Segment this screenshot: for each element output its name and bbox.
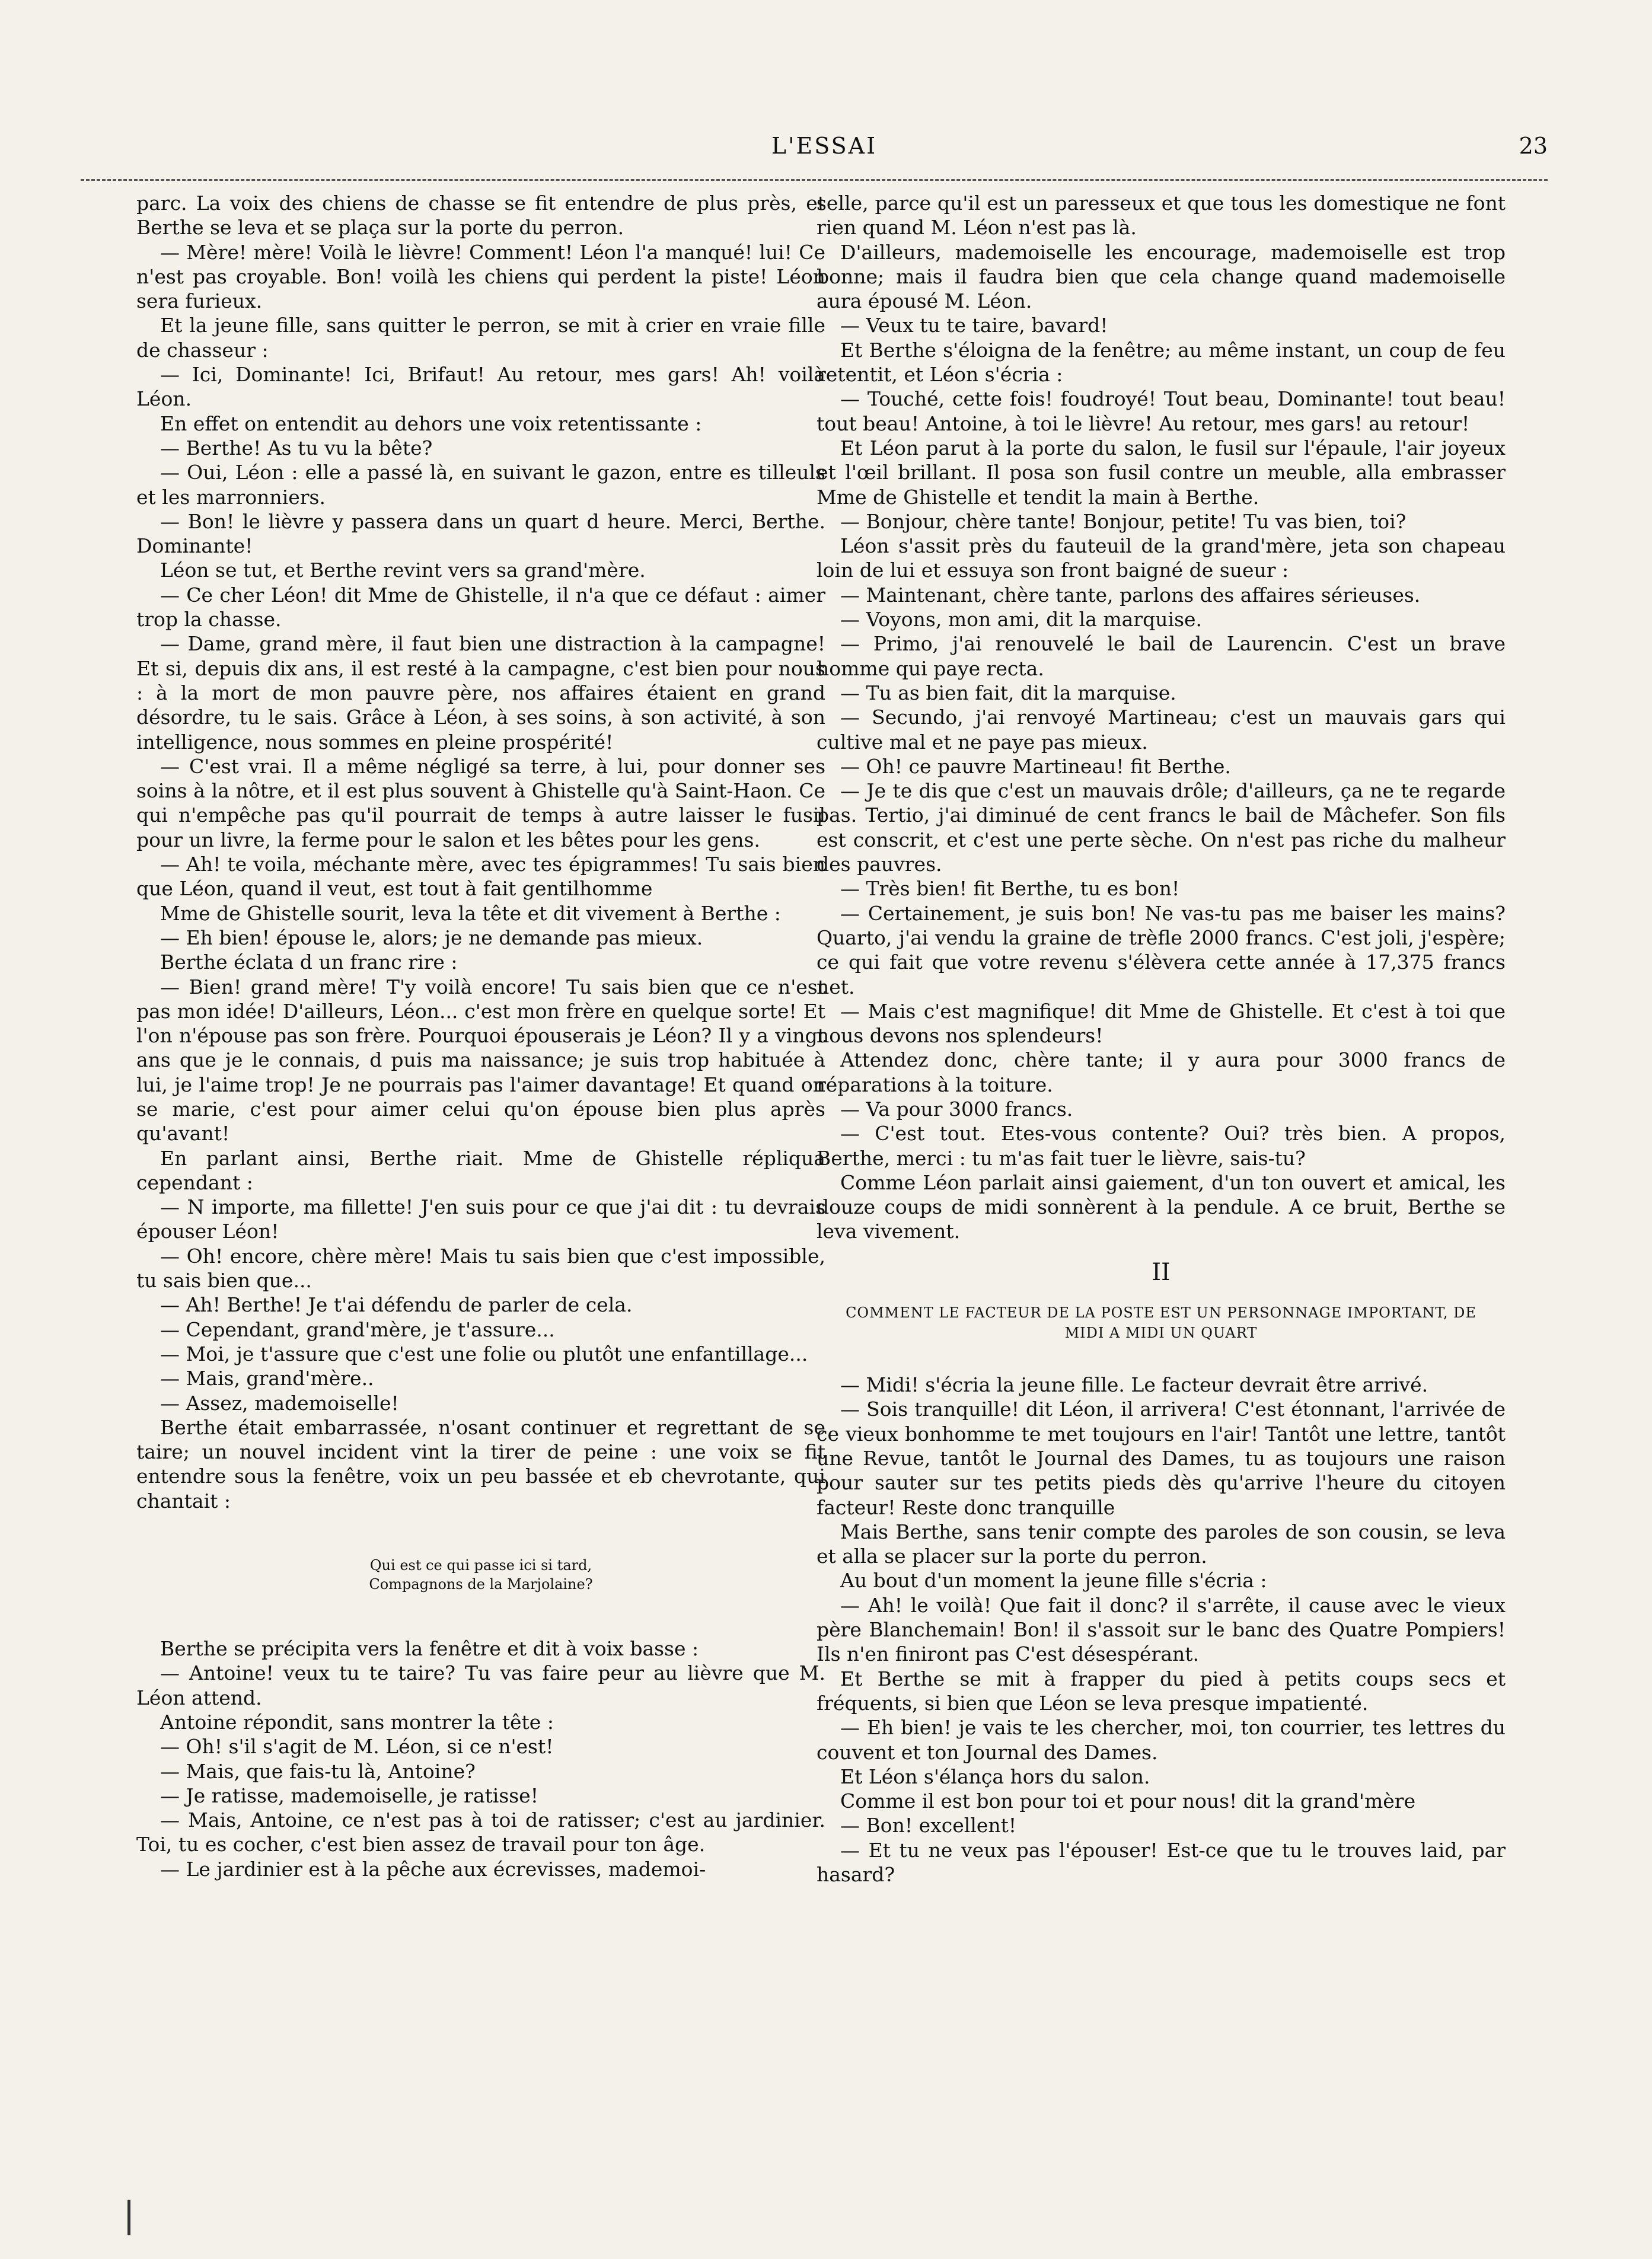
paragraph: — Oh! encore, chère mère! Mais tu sais bien que c'est impossible, tu sais bien que... (136, 1244, 825, 1293)
paragraph: — Ah! te voila, méchante mère, avec tes épigrammes! Tu sais bien que Léon, quand il veut, est tout à fait gentilhomme (136, 853, 825, 901)
paragraph: — C'est vrai. Il a même négligé sa terre, à lui, pour donner ses soins à la nôtre, et il est plus souvent à Ghistelle qu'à Saint-Haon. Ce qui n'empêche pas qu'il pourrait de temps à autre laisser le fusil pour un livre, la ferme pour le salon et les bêtes pour les gens. (136, 754, 825, 851)
paragraph: — C'est tout. Etes-vous contente? Oui? très bien. A propos, Berthe, merci : tu m'as fait tuer le lièvre, sais-tu? (817, 1122, 1506, 1170)
paragraph: En effet on entendit au dehors une voix retentissante : (160, 411, 702, 435)
paragraph: — Veux tu te taire, bavard! (840, 314, 1108, 337)
paragraph: — Primo, j'ai renouvelé le bail de Laurencin. C'est un brave homme qui paye recta. (817, 632, 1506, 680)
paragraph: — Mais, que fais-tu là, Antoine? (160, 1759, 476, 1783)
paragraph: Antoine répondit, sans montrer la tête : (160, 1710, 554, 1734)
paragraph: Et Léon parut à la porte du salon, le fusil sur l'épaule, l'air joyeux et l'œil brillant. Il posa son fusil contre un meuble, alla embrasser Mme de Ghistelle et tendit la main à Berthe. (817, 436, 1506, 509)
paragraph: Comme il est bon pour toi et pour nous! dit la grand'mère (840, 1789, 1416, 1813)
paragraph: — Eh bien! je vais te les chercher, moi, ton courrier, tes lettres du couvent et ton Journal des Dames. (817, 1716, 1506, 1764)
paragraph: Mme de Ghistelle sourit, leva la tête et dit vivement à Berthe : (160, 901, 781, 925)
paragraph: — Ici, Dominante! Ici, Brifaut! Au retour, mes gars! Ah! voilà Léon. (136, 363, 825, 411)
paragraph: — Moi, je t'assure que c'est une folie ou plutôt une enfantillage... (160, 1342, 808, 1365)
paragraph: — N importe, ma fillette! J'en suis pour ce que j'ai dit : tu devrais épouser Léon! (136, 1195, 825, 1243)
paragraph: Berthe éclata d un franc rire : (160, 950, 458, 974)
margin-mark (127, 2200, 130, 2235)
running-header-title: L'ESSAI (771, 133, 878, 159)
section-number: II (1152, 1258, 1171, 1286)
song-verse (136, 1556, 825, 1594)
paragraph: — Oh! ce pauvre Martineau! fit Berthe. (840, 754, 1231, 778)
section-title: COMMENT LE FACTEUR DE LA POSTE EST UN PERSONNAGE IMPORTANT, DE MIDI A MIDI UN QUART (846, 1304, 1476, 1342)
paragraph: — Cependant, grand'mère, je t'assure... (160, 1317, 555, 1341)
paragraph: — Bon! le lièvre y passera dans un quart d heure. Merci, Berthe. Dominante! (136, 509, 825, 558)
verse-line: Compagnons de la Marjolaine? (369, 1576, 593, 1593)
paragraph: selle, parce qu'il est un paresseux et que tous les domestique ne font rien quand M. Léon n'est pas là. (817, 192, 1506, 240)
paragraph: Et Léon s'élança hors du salon. (840, 1765, 1150, 1788)
paragraph: — Dame, grand mère, il faut bien une distraction à la campagne! Et si, depuis dix ans, il est resté à la campagne, c'est bien pour nous : à la mort de mon pauvre père, nos affaires étaient en grand désordre, tu le sais. Grâce à Léon, à ses soins, à son activité, à son intelligence, nous sommes en pleine prospérité! (136, 632, 825, 754)
paragraph: D'ailleurs, mademoiselle les encourage, mademoiselle est trop bonne; mais il faudra bien que cela change quand mademoiselle aura épousé M. Léon. (817, 240, 1506, 313)
paragraph: — Je te dis que c'est un mauvais drôle; d'ailleurs, ça ne te regarde pas. Tertio, j'ai diminué de cent francs le bail de Mâchefer. Son fils est conscrit, et c'est une perte sèche. On n'est pas riche du malheur des pauvres. (817, 779, 1506, 876)
paragraph: — Bonjour, chère tante! Bonjour, petite! Tu vas bien, toi? (840, 509, 1407, 533)
paragraph: — Tu as bien fait, dit la marquise. (840, 681, 1176, 704)
paragraph: — Maintenant, chère tante, parlons des affaires sérieuses. (840, 583, 1421, 607)
paragraph: — Voyons, mon ami, dit la marquise. (840, 608, 1203, 631)
paragraph: Berthe était embarrassée, n'osant continuer et regrettant de se taire; un nouvel incident vint la tirer de peine : une voix se fit entendre sous la fenêtre, voix un peu bassée et eb chevrotante, qui chantait : (136, 1415, 825, 1513)
paragraph: — Va pour 3000 francs. (840, 1097, 1073, 1121)
paragraph: Et Berthe s'éloigna de la fenêtre; au même instant, un coup de feu retentit, et Léon s'écria : (817, 338, 1506, 387)
header-rule (81, 179, 1548, 181)
paragraph: — Mais, Antoine, ce n'est pas à toi de ratisser; c'est au jardinier. Toi, tu es cocher, c'est bien assez de travail pour ton âge. (136, 1808, 825, 1856)
paragraph: — Eh bien! épouse le, alors; je ne demande pas mieux. (160, 926, 703, 949)
paragraph: — Secundo, j'ai renvoyé Martineau; c'est un mauvais gars qui cultive mal et ne paye pas mieux. (817, 706, 1506, 754)
paragraph: parc. La voix des chiens de chasse se fit entendre de plus près, et Berthe se leva et se plaça sur la porte du perron. (136, 192, 825, 240)
paragraph: — Assez, mademoiselle! (160, 1391, 399, 1415)
paragraph: Au bout d'un moment la jeune fille s'écria : (840, 1569, 1267, 1593)
paragraph: — Mais, grand'mère.. (160, 1367, 374, 1390)
paragraph: — Et tu ne veux pas l'épouser! Est-ce que tu le trouves laid, par hasard? (817, 1838, 1506, 1886)
paragraph: — Oh! s'il s'agit de M. Léon, si ce n'est! (160, 1735, 554, 1759)
verse-line: Qui est ce qui passe ici si tard, (369, 1557, 592, 1574)
paragraph: — Mais c'est magnifique! dit Mme de Ghistelle. Et c'est à toi que nous devons nos splendeurs! (817, 999, 1506, 1048)
paragraph: Attendez donc, chère tante; il y aura pour 3000 francs de réparations à la toiture. (817, 1048, 1506, 1096)
paragraph: — Midi! s'écria la jeune fille. Le facteur devrait être arrivé. (840, 1373, 1428, 1397)
paragraph: Berthe se précipita vers la fenêtre et dit à voix basse : (160, 1637, 699, 1661)
paragraph: — Ah! le voilà! Que fait il donc? il s'arrête, il cause avec le vieux père Blanchemain! Bon! il s'assoit sur le banc des Quatre Pompiers! Ils n'en finiront pas C'est désespérant. (817, 1593, 1506, 1666)
paragraph: Léon s'assit près du fauteuil de la grand'mère, jeta son chapeau loin de lui et essuya son front baigné de sueur : (817, 534, 1506, 582)
paragraph: — Ce cher Léon! dit Mme de Ghistelle, il n'a que ce défaut : aimer trop la chasse. (136, 583, 825, 631)
paragraph: En parlant ainsi, Berthe riait. Mme de Ghistelle répliqua cependant : (136, 1146, 825, 1194)
paragraph: — Oui, Léon : elle a passé là, en suivant le gazon, entre es tilleuls et les marronniers. (136, 461, 825, 509)
paragraph: Mais Berthe, sans tenir compte des paroles de son cousin, se leva et alla se placer sur la porte du perron. (817, 1520, 1506, 1568)
paragraph: Et la jeune fille, sans quitter le perron, se mit à crier en vraie fille de chasseur : (136, 314, 825, 362)
paragraph: — Touché, cette fois! foudroyé! Tout beau, Dominante! tout beau! tout beau! Antoine, à toi le lièvre! Au retour, mes gars! au retour! (817, 387, 1506, 435)
paragraph: Comme Léon parlait ainsi gaiement, d'un ton ouvert et amical, les douze coups de midi sonnèrent à la pendule. A ce bruit, Berthe se leva vivement. (817, 1170, 1506, 1243)
paragraph: — Berthe! As tu vu la bête? (160, 436, 433, 460)
paragraph: — Certainement, je suis bon! Ne vas-tu pas me baiser les mains? Quarto, j'ai vendu la graine de trèfle 2000 francs. C'est joli, j'espère; ce qui fait que votre revenu s'élèvera cette année à 17,375 francs net. (817, 901, 1506, 998)
page-number: 23 (1519, 133, 1548, 159)
right-column (817, 191, 1506, 1887)
paragraph: — Mère! mère! Voilà le lièvre! Comment! Léon l'a manqué! lui! Ce n'est pas croyable. Bon! voilà les chiens qui perdent la piste! Léon sera furieux. (136, 240, 825, 313)
paragraph: Léon se tut, et Berthe revint vers sa grand'mère. (160, 559, 646, 582)
paragraph: — Très bien! fit Berthe, tu es bon! (840, 877, 1180, 901)
paragraph: — Sois tranquille! dit Léon, il arrivera! C'est étonnant, l'arrivée de ce vieux bonhomme te met toujours en l'air! Tantôt une lettre, tantôt une Revue, tantôt le Journal des Dames, tu as toujours une raison pour sauter sur tes petits pieds dès qu'arrive l'heure du citoyen facteur! Reste donc tranquille (817, 1397, 1506, 1519)
paragraph: — Ah! Berthe! Je t'ai défendu de parler de cela. (160, 1293, 633, 1317)
paragraph: — Je ratisse, mademoiselle, je ratisse! (160, 1783, 538, 1807)
paragraph: — Le jardinier est à la pêche aux écrevisses, mademoi- (160, 1857, 706, 1881)
paragraph: Et Berthe se mit à frapper du pied à petits coups secs et fréquents, si bien que Léon se leva presque impatienté. (817, 1667, 1506, 1715)
paragraph: — Bon! excellent! (840, 1814, 1017, 1837)
paragraph: — Antoine! veux tu te taire? Tu vas faire peur au lièvre que M. Léon attend. (136, 1661, 825, 1709)
left-column (136, 191, 825, 1881)
paragraph: — Bien! grand mère! T'y voilà encore! Tu sais bien que ce n'est pas mon idée! D'ailleurs, Léon... c'est mon frère en quelque sorte! Et l'on n'épouse pas son frère. Pourquoi épouserais je Léon? Il y a vingt ans que je le connais, d puis ma naissance; je suis trop habituée à lui, je l'aime trop! Je ne pourrais pas l'aimer davantage! Et quand on se marie, c'est pour aimer celui qu'on épouse bien plus après qu'avant! (136, 975, 825, 1146)
